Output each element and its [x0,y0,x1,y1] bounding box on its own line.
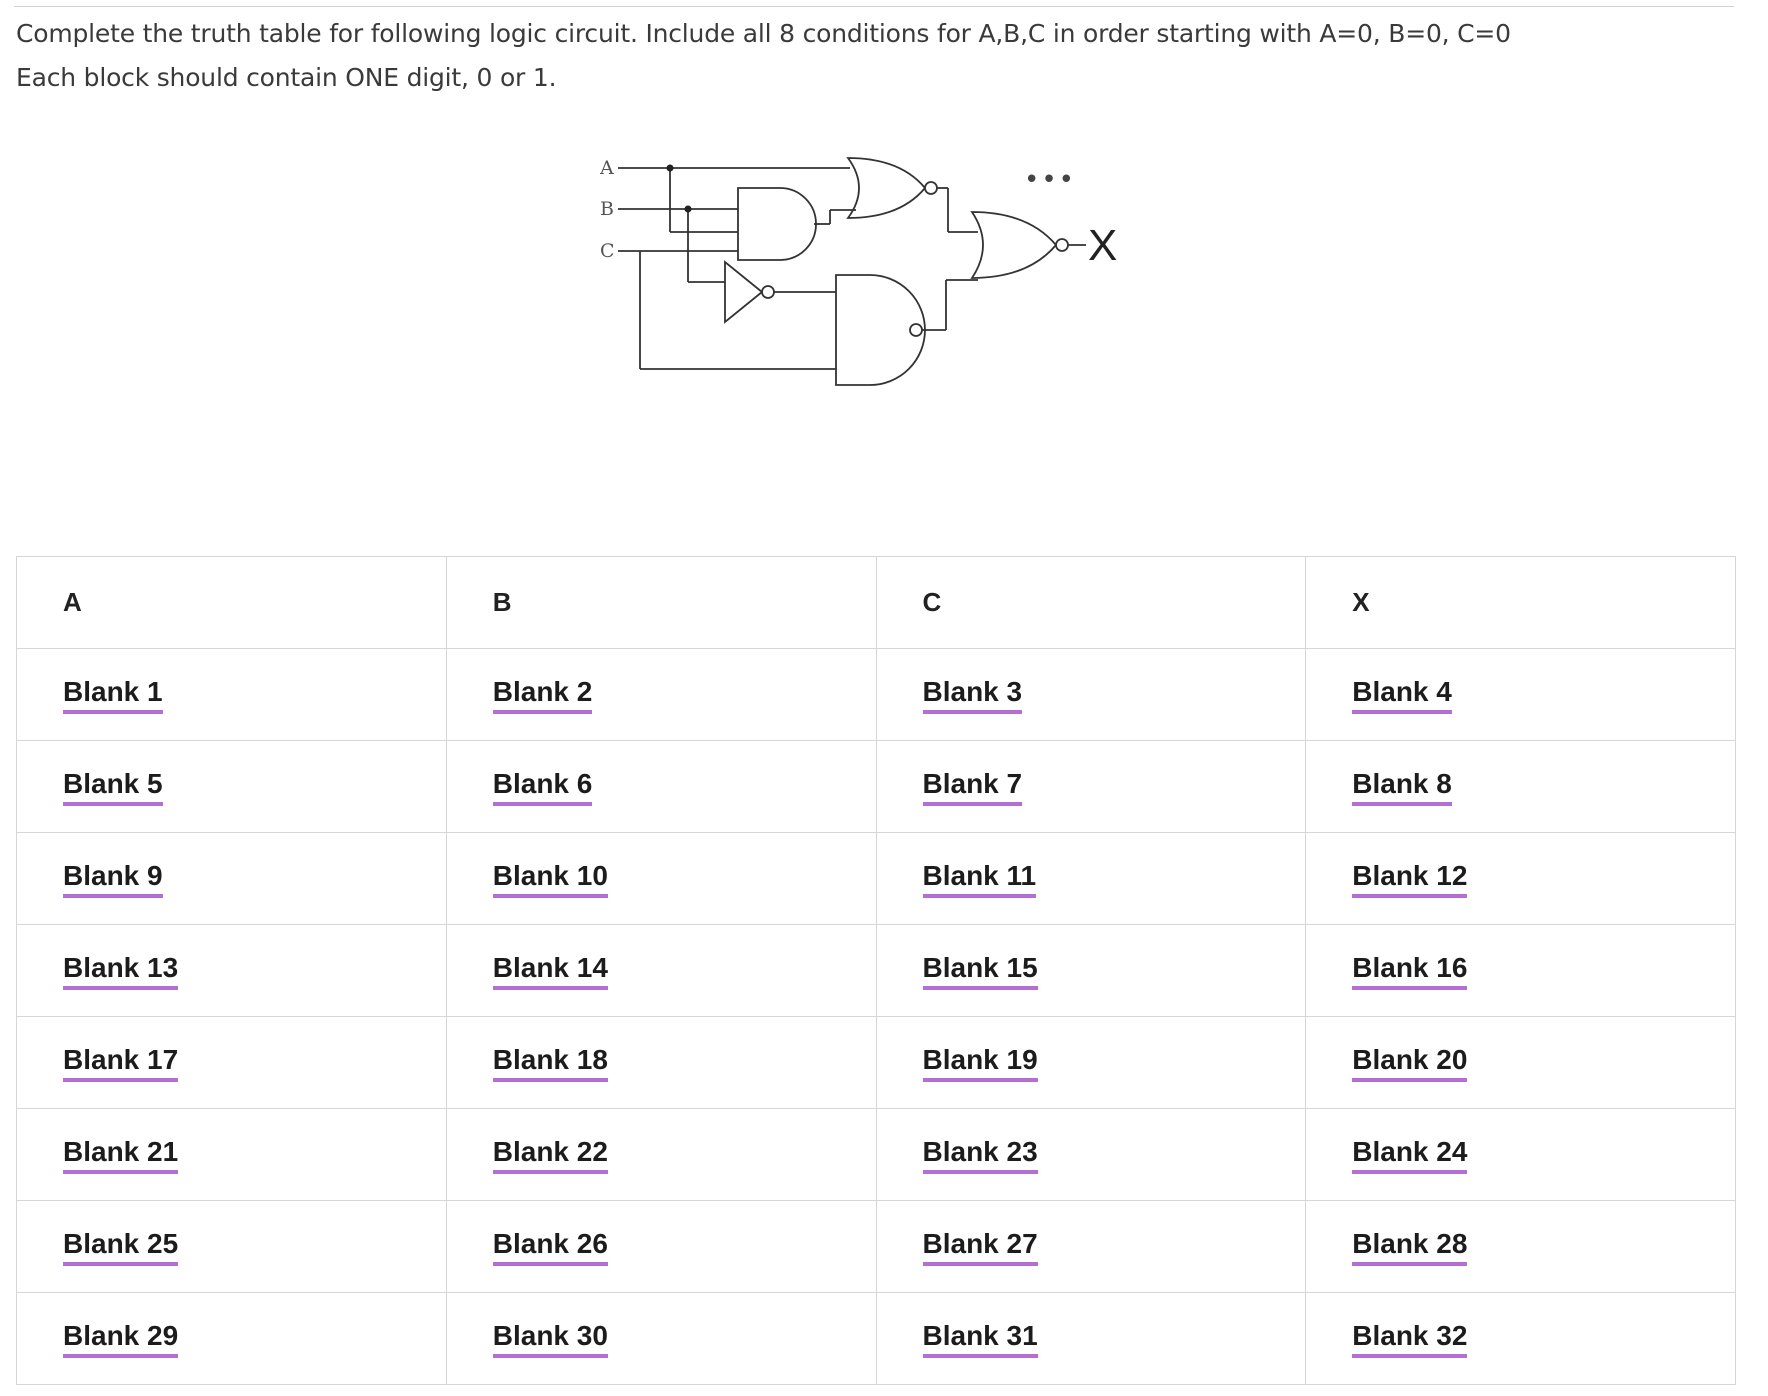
header-b: B [446,557,876,649]
blank-8[interactable]: Blank 8 [1352,768,1452,806]
blank-29[interactable]: Blank 29 [63,1320,178,1358]
table-cell [17,1017,447,1109]
table-row [17,925,1736,1017]
table-cell [1306,1201,1736,1293]
table-cell [876,925,1306,1017]
table-row [17,1017,1736,1109]
question-text [16,12,1736,100]
blank-1[interactable]: Blank 1 [63,676,163,714]
blank-18[interactable]: Blank 18 [493,1044,608,1082]
header-x: X [1306,557,1736,649]
table-cell [876,1293,1306,1385]
blank-28[interactable]: Blank 28 [1352,1228,1467,1266]
blank-27[interactable]: Blank 27 [923,1228,1038,1266]
truth-table [16,556,1736,1385]
table-cell [1306,1293,1736,1385]
blank-25[interactable]: Blank 25 [63,1228,178,1266]
more-options-icon[interactable]: ••• [1024,165,1077,195]
table-cell [17,741,447,833]
blank-26[interactable]: Blank 26 [493,1228,608,1266]
table-row [17,741,1736,833]
top-divider [14,6,1734,7]
blank-12[interactable]: Blank 12 [1352,860,1467,898]
table-row [17,1109,1736,1201]
blank-20[interactable]: Blank 20 [1352,1044,1467,1082]
table-cell [446,741,876,833]
blank-32[interactable]: Blank 32 [1352,1320,1467,1358]
table-cell [446,649,876,741]
table-cell [17,925,447,1017]
blank-14[interactable]: Blank 14 [493,952,608,990]
table-cell [876,1201,1306,1293]
blank-21[interactable]: Blank 21 [63,1136,178,1174]
blank-15[interactable]: Blank 15 [923,952,1038,990]
blank-3[interactable]: Blank 3 [923,676,1023,714]
table-cell [17,1293,447,1385]
table-cell [876,741,1306,833]
input-b-label: B [600,198,614,220]
blank-6[interactable]: Blank 6 [493,768,593,806]
blank-11[interactable]: Blank 11 [923,860,1037,898]
blank-16[interactable]: Blank 16 [1352,952,1467,990]
blank-19[interactable]: Blank 19 [923,1044,1038,1082]
input-a-label: A [600,157,614,179]
blank-31[interactable]: Blank 31 [923,1320,1038,1358]
blank-5[interactable]: Blank 5 [63,768,163,806]
table-cell [876,1109,1306,1201]
blank-10[interactable]: Blank 10 [493,860,608,898]
table-cell [1306,741,1736,833]
blank-24[interactable]: Blank 24 [1352,1136,1467,1174]
blank-30[interactable]: Blank 30 [493,1320,608,1358]
table-cell [1306,833,1736,925]
table-row [17,1201,1736,1293]
table-cell [1306,1109,1736,1201]
table-cell [17,833,447,925]
table-cell [446,833,876,925]
header-a: A [17,557,447,649]
table-cell [876,649,1306,741]
blank-9[interactable]: Blank 9 [63,860,163,898]
table-cell [17,1201,447,1293]
blank-2[interactable]: Blank 2 [493,676,593,714]
blank-7[interactable]: Blank 7 [923,768,1023,806]
table-cell [1306,925,1736,1017]
table-row [17,833,1736,925]
blank-4[interactable]: Blank 4 [1352,676,1452,714]
input-c-label: C [600,240,615,262]
table-cell [1306,649,1736,741]
table-header-row [17,557,1736,649]
blank-13[interactable]: Blank 13 [63,952,178,990]
table-cell [17,649,447,741]
table-cell [446,1109,876,1201]
table-cell [1306,1017,1736,1109]
blank-17[interactable]: Blank 17 [63,1044,178,1082]
question-line-2: Each block should contain ONE digit, 0 or 1. [16,63,557,92]
table-cell [17,1109,447,1201]
table-cell [446,1017,876,1109]
table-cell [446,1293,876,1385]
table-row [17,1293,1736,1385]
table-row [17,649,1736,741]
header-c: C [876,557,1306,649]
table-cell [446,1201,876,1293]
question-line-1: Complete the truth table for following logic circuit. Include all 8 conditions for A,B,C in order starting with A=0, B=0, C=0 [16,19,1511,48]
table-cell [446,925,876,1017]
table-cell [876,833,1306,925]
blank-23[interactable]: Blank 23 [923,1136,1038,1174]
table-cell [876,1017,1306,1109]
output-x-label: X [1088,221,1118,270]
logic-circuit-diagram [600,150,1160,410]
blank-22[interactable]: Blank 22 [493,1136,608,1174]
